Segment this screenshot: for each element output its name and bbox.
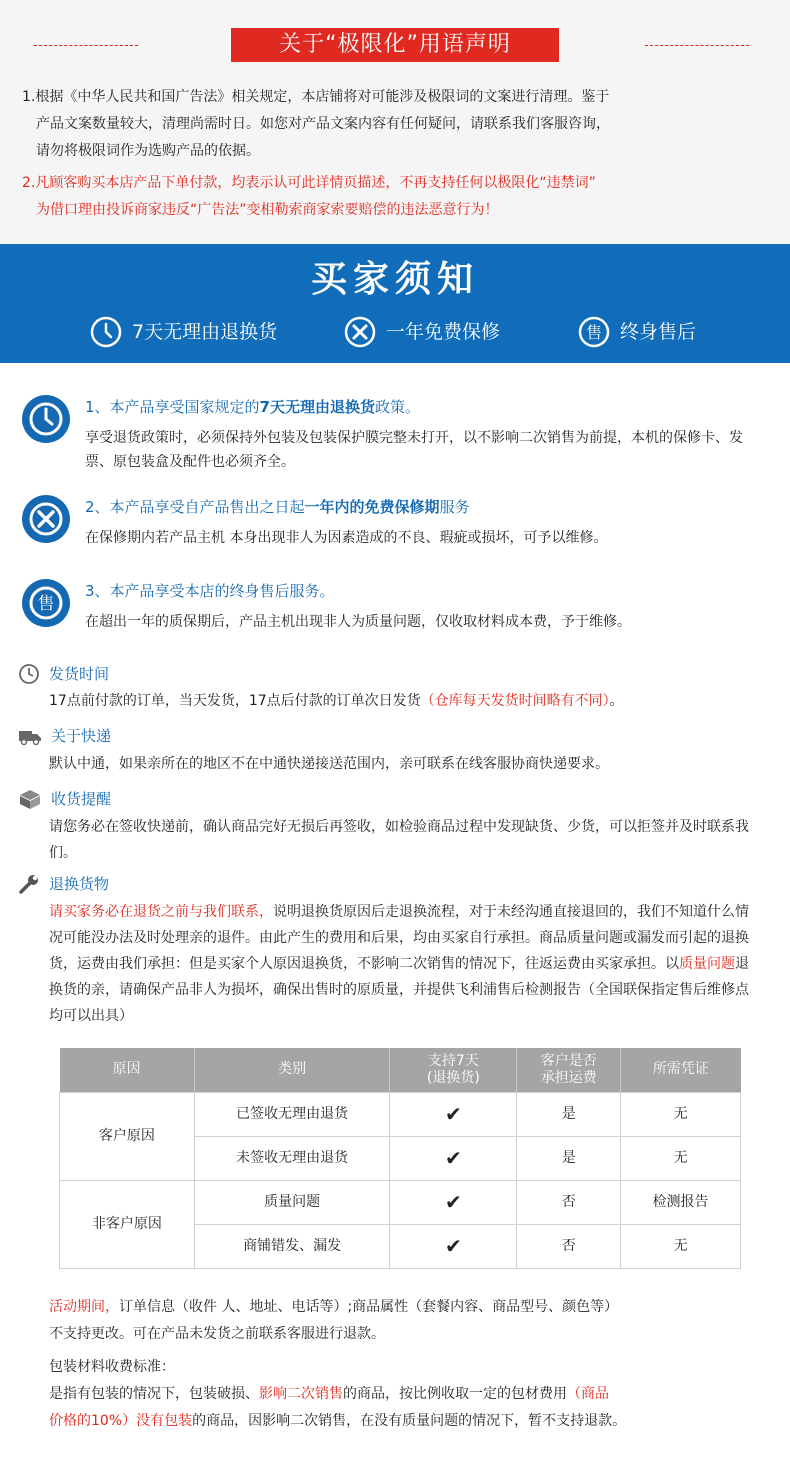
service-icon [21, 578, 71, 628]
disclaimer-p1-line2: 产品文案数量较大，清理尚需时日。如您对产品文案内容有任何疑问，请联系我们客服咨询， [36, 116, 610, 132]
tools-icon [21, 494, 71, 544]
cell-proof: 无 [621, 1092, 741, 1136]
policy-description: 在保修期内若产品主机 本身出现非人为因素造成的不良、瑕疵或损坏，可予以维修。 [85, 530, 608, 546]
returns-body: 请买家务必在退货之前与我们联系，说明退换货原因后走退换流程，对于未经沟通直接退回的，我们不知道什么情况可能没办法及时处理亲的退件。由此产生的费用和后果，均由买家自行承担。商品质量问题或漏发而引起的退换货，运费由我们承担：但是买家个人原因退换货，不影响二次销售的情况下，往返运费由买家承担。以质量问题退换货的亲，请确保产品非人为损坏，确保出售时的原质量，并提供飞利浦售后检测报告（全国联保指定售后维修点均可以出具） [49, 904, 749, 1024]
header-freight: 客户是否 承担运费 [517, 1048, 621, 1092]
cell-freight: 否 [517, 1224, 621, 1268]
table-header-row [60, 1048, 741, 1092]
header-reason: 原因 [60, 1048, 195, 1092]
cell-freight: 是 [517, 1136, 621, 1180]
service-icon [578, 316, 610, 348]
check-icon: ✔ [390, 1092, 517, 1136]
cell-freight: 是 [517, 1092, 621, 1136]
clock-icon [18, 663, 40, 685]
section-express [18, 724, 111, 748]
cell-category: 质量问题 [194, 1180, 390, 1224]
tools-icon [344, 316, 376, 348]
receipt-body: 请您务必在签收快递前，确认商品完好无损后再签收，如检验商品过程中发现缺货、少货，可以拒签并及时联系我们。 [49, 819, 749, 861]
activity-notice: 活动期间，订单信息（收件 人、地址、电话等）;商品属性（套餐内容、商品型号、颜色等） 不支持更改。可在产品未发货之前联系客服进行退款。 [49, 1299, 619, 1342]
header-support-7day: 支持7天 (退换货) [390, 1048, 517, 1092]
disclaimer-p2-line2: 为借口理由投诉商家违反“广告法”变相勒索商家索要赔偿的违法恶意行为！ [36, 202, 499, 218]
truck-icon [18, 726, 42, 746]
table-row [60, 1092, 741, 1136]
feature-7day-return [90, 315, 277, 349]
disclaimer-paragraph-1 [22, 84, 742, 165]
section-title: 退换货物 [49, 875, 110, 893]
cell-reason: 客户原因 [60, 1092, 195, 1180]
cell-proof: 无 [621, 1224, 741, 1268]
return-policy-table [59, 1048, 741, 1269]
table-row [60, 1180, 741, 1224]
feature-label: 一年免费保修 [386, 321, 501, 343]
svg-text:售: 售 [585, 323, 603, 342]
policy-title: 3、本产品享受本店的终身售后服务。 [85, 582, 335, 600]
section-title: 关于快递 [51, 727, 112, 745]
section-title: 发货时间 [49, 665, 110, 683]
check-icon: ✔ [390, 1136, 517, 1180]
policy-title: 1、本产品享受国家规定的7天无理由退换货政策。 [85, 398, 421, 416]
express-body: 默认中通，如果亲所在的地区不在中通快递接送范围内，亲可联系在线客服协商快递要求。 [49, 756, 609, 772]
disclaimer-p1-line1: 1.根据《中华人民共和国广告法》相关规定，本店铺将对可能涉及极限词的文案进行清理。鉴于 [22, 89, 610, 105]
section-receipt [18, 787, 111, 811]
disclaimer-paragraph-2 [22, 170, 742, 224]
check-icon: ✔ [390, 1224, 517, 1268]
cell-proof: 检测报告 [621, 1180, 741, 1224]
wrench-icon [18, 873, 40, 895]
section-returns [18, 872, 109, 896]
cell-category: 已签收无理由退货 [194, 1092, 390, 1136]
buyer-notice-banner [0, 244, 790, 363]
section-title: 收货提醒 [51, 790, 112, 808]
policy-title: 2、本产品享受自产品售出之日起一年内的免费保修期服务 [85, 498, 470, 516]
feature-free-warranty [344, 315, 500, 349]
policy-description: 享受退货政策时，必须保持外包装及包装保护膜完整未打开，以不影响二次销售为前提，本机的保修卡、发票、原包装盒及配件也必须齐全。 [85, 430, 743, 470]
check-icon: ✔ [390, 1180, 517, 1224]
packaging-title: 包装材料收费标准： [49, 1359, 175, 1375]
package-icon [18, 788, 42, 810]
header-proof: 所需凭证 [621, 1048, 741, 1092]
banner-title: 买家须知 [310, 259, 479, 300]
policy-description: 在超出一年的质保期后，产品主机出现非人为质量问题，仅收取材料成本费，予于维修。 [85, 614, 631, 630]
clock-icon [90, 316, 122, 348]
shipping-time-body: 17点前付款的订单，当天发货，17点后付款的订单次日发货（仓库每天发货时间略有不同）。 [49, 693, 624, 709]
feature-lifetime-service [578, 315, 696, 349]
packaging-fee-notice: 包装材料收费标准： 是指有包装的情况下，包装破损、影响二次销售的商品，按比例收取一定的包材费用（商品 价格的10%）没有包装的商品，因影响二次销售，在没有质量问题的情况下，暂不支持退款。 [49, 1359, 627, 1429]
cell-category: 未签收无理由退货 [194, 1136, 390, 1180]
feature-label: 7天无理由退换货 [132, 321, 278, 343]
cell-proof: 无 [621, 1136, 741, 1180]
disclaimer-section [0, 0, 790, 244]
disclaimer-p2-line1: 2.凡顾客购买本店产品下单付款，均表示认可此详情页描述，不再支持任何以极限化“违禁词” [22, 175, 596, 191]
section-shipping-time [18, 662, 109, 686]
disclaimer-title: 关于“极限化”用语声明 [231, 28, 559, 62]
cell-category: 商铺错发、漏发 [194, 1224, 390, 1268]
header-category: 类别 [194, 1048, 390, 1092]
svg-text:售: 售 [37, 594, 55, 614]
feature-label: 终身售后 [620, 321, 697, 343]
divider-left [34, 45, 138, 46]
cell-freight: 否 [517, 1180, 621, 1224]
clock-icon [21, 394, 71, 444]
cell-reason: 非客户原因 [60, 1180, 195, 1268]
divider-right [645, 45, 749, 46]
disclaimer-p1-line3: 请勿将极限词作为选购产品的依据。 [36, 143, 260, 159]
